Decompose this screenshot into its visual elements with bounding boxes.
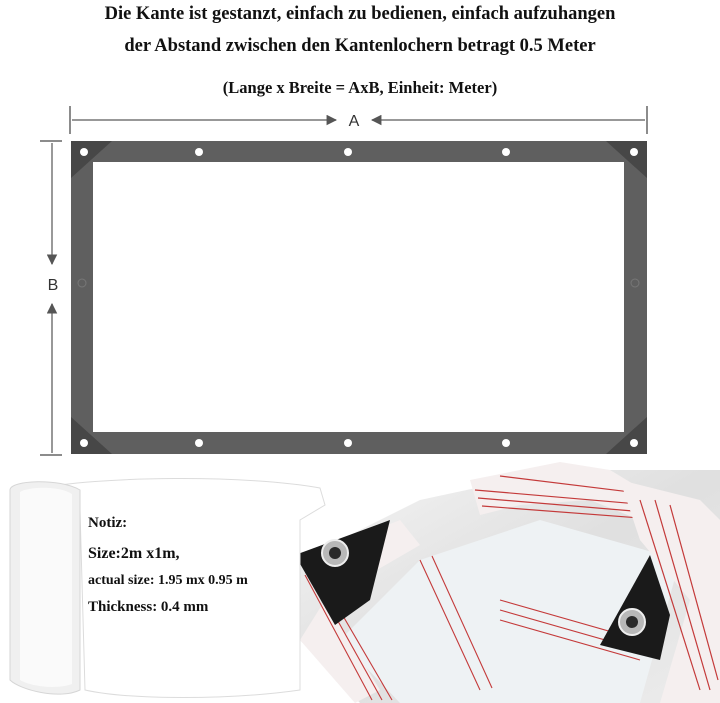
note-actual-size: actual size: 1.95 mx 0.95 m [88,573,248,588]
grommet-hole [502,148,510,156]
grommet-hole [80,148,88,156]
grommet-hole [80,439,88,447]
grommet-hole [502,439,510,447]
note-thickness: Thickness: 0.4 mm [88,599,209,615]
grommet-hole [630,439,638,447]
width-dimension [70,106,647,134]
grommet-hole [195,148,203,156]
width-label: A [348,113,360,130]
grommet-hole [344,148,352,156]
note-title: Notiz: [88,515,128,531]
height-dimension [40,141,62,455]
header-line-3: (Lange x Breite = AxB, Einheit: Meter) [222,78,498,97]
grommet-hole [195,439,203,447]
tarp-frame [71,141,647,454]
height-label: B [47,277,59,294]
grommet-hole [630,148,638,156]
note-size: Size:2m x1m, [88,545,180,562]
header-line-2: der Abstand zwischen den Kantenlochern betragt 0.5 Meter [124,36,596,56]
grommet-hole [344,439,352,447]
header-line-1: Die Kante ist gestanzt, einfach zu bedienen, einfach aufzuhangen [104,4,616,24]
